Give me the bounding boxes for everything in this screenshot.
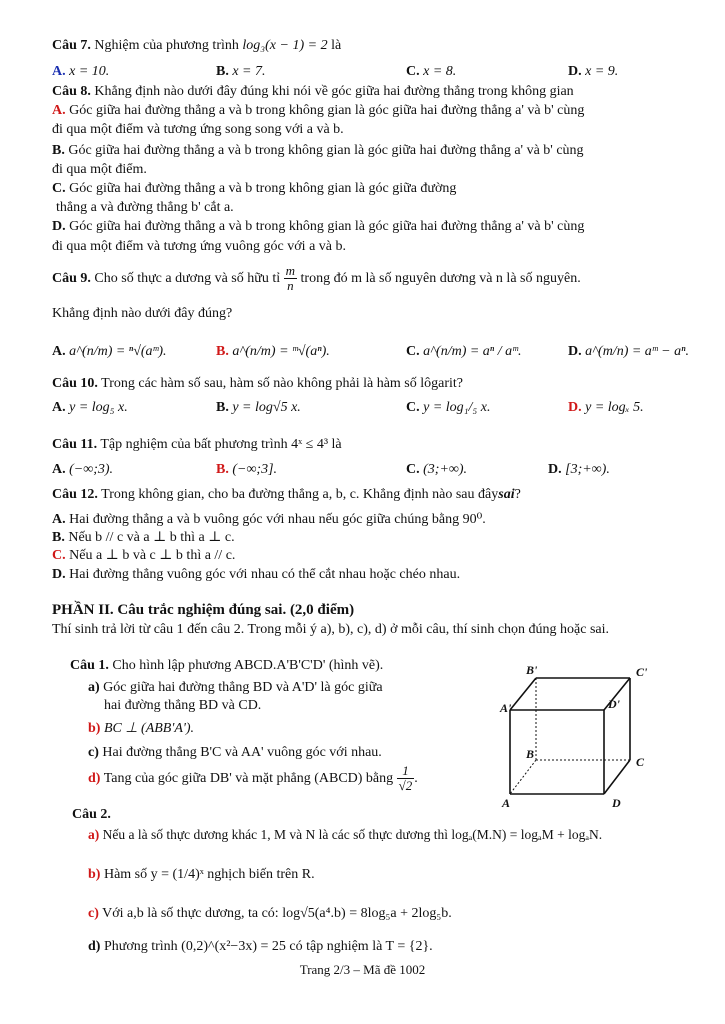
q11-option-c-letter: C. xyxy=(406,462,420,477)
cube-edge-d-c xyxy=(604,760,630,794)
c2-b-text: Hàm số y = (1/4)ˣ nghịch biến trên R. xyxy=(103,867,315,882)
q10-stem xyxy=(52,375,463,392)
q7-option-b-value: x = 7. xyxy=(232,64,266,79)
q9-line2: Khẳng định nào dưới đây đúng? xyxy=(52,306,233,321)
q8-label: Câu 8. xyxy=(52,84,91,99)
q7-option-c-value: x = 8. xyxy=(423,64,457,79)
q8-option-c-text1: Góc giữa hai đường thẳng a và b trong không gian là góc giữa đường xyxy=(69,181,457,196)
c2-d-text: Phương trình (0,2)^(x²−3x) = 25 có tập nghiệm là T = {2}. xyxy=(103,939,433,954)
c1-b xyxy=(88,720,194,737)
c1-c xyxy=(88,744,382,761)
q8-option-a-text1: Góc giữa hai đường thẳng a và b trong không gian là góc giữa hai đường thẳng a' và b' cùng xyxy=(69,103,585,118)
q9-option-a-letter: A. xyxy=(52,344,66,359)
q12-option-c xyxy=(52,547,235,564)
q7-option-c-letter: C. xyxy=(406,64,420,79)
q9-label: Câu 9. xyxy=(52,271,91,286)
c2-b xyxy=(88,866,315,883)
c1-d-letter: d) xyxy=(88,771,101,786)
q12-option-b-text: Nếu b // c và a ⊥ b thì a ⊥ c. xyxy=(68,530,235,545)
q8-option-a-letter: A. xyxy=(52,103,66,118)
cube-label-d-prime: D' xyxy=(608,697,620,711)
q9-stem xyxy=(52,262,581,296)
q8-text: Khẳng định nào dưới đây đúng khi nói về góc giữa hai đường thẳng trong không gian xyxy=(94,84,574,99)
q9-option-c-value: a^(n/m) = aⁿ / aᵐ. xyxy=(423,344,522,359)
q8-option-b-text1: Góc giữa hai đường thẳng a và b trong không gian là góc giữa hai đường thẳng a' và b' cùng xyxy=(68,143,584,158)
q9-fraction xyxy=(284,264,297,293)
q12-option-b xyxy=(52,529,235,546)
q12-option-b-letter: B. xyxy=(52,530,65,545)
q9-option-c xyxy=(406,344,521,360)
q9-option-d-letter: D. xyxy=(568,344,582,359)
q12-option-a-letter: A. xyxy=(52,512,66,527)
c1-label: Câu 1. xyxy=(70,658,109,673)
q10-option-b-letter: B. xyxy=(216,400,229,415)
part2-title: PHẦN II. Câu trắc nghiệm đúng sai. (2,0 điểm) xyxy=(52,602,355,618)
q9-option-d-value: a^(m/n) = aᵐ − aⁿ. xyxy=(585,344,689,359)
q11-option-a xyxy=(52,462,113,478)
q7-option-d xyxy=(568,64,618,80)
q12-stem xyxy=(52,486,521,503)
q11-option-d-value: [3;+∞). xyxy=(565,462,610,477)
q7-option-b xyxy=(216,64,266,80)
q7-stem xyxy=(52,37,341,54)
cube-label-a: A xyxy=(502,796,511,810)
c1-d-text: Tang của góc giữa DB' và mặt phẳng (ABCD) bằng xyxy=(103,771,394,786)
q10-option-d xyxy=(568,400,644,416)
q12-text-pre: Trong không gian, cho ba đường thẳng a, b, c. Khẳng định nào sau đây xyxy=(101,487,499,502)
q7-option-d-letter: D. xyxy=(568,64,582,79)
q10-option-b xyxy=(216,400,301,416)
q8-option-d-letter: D. xyxy=(52,219,66,234)
c1-d-fraction-num: 1 xyxy=(397,764,415,779)
q8-option-c-line2: thẳng a và đường thẳng b' cắt a. xyxy=(56,200,234,215)
q11-option-a-letter: A. xyxy=(52,462,66,477)
q11-text: Tập nghiệm của bất phương trình 4ˣ ≤ 4³ là xyxy=(100,437,342,452)
c1-stem xyxy=(70,657,383,674)
q7-label: Câu 7. xyxy=(52,38,91,53)
q9-option-a-value: a^(n/m) = ⁿ√(aᵐ). xyxy=(69,344,167,359)
c2-c-text: Với a,b là số thực dương, ta có: log√5(a⁴.b) = 8log₅a + 2log₅b. xyxy=(102,906,452,921)
q9-option-a xyxy=(52,344,167,360)
cube-figure xyxy=(498,662,664,810)
q7-text-pre: Nghiệm của phương trình xyxy=(94,38,239,53)
q12-option-d xyxy=(52,566,460,583)
q11-label: Câu 11. xyxy=(52,437,98,452)
q11-option-a-value: (−∞;3). xyxy=(69,462,114,477)
q11-option-c xyxy=(406,462,467,478)
q11-option-b-letter: B. xyxy=(216,462,229,477)
q9-fraction-den: n xyxy=(287,278,294,294)
q7-option-a-letter: A. xyxy=(52,64,66,79)
c1-a-text1: Góc giữa hai đường thẳng BD và A'D' là góc giữa xyxy=(103,680,383,695)
q12-text-em: sai xyxy=(498,487,515,502)
q7-option-b-letter: B. xyxy=(216,64,229,79)
q7-option-a xyxy=(52,64,109,80)
q9-text-pre: Cho số thực a dương và số hữu tỉ xyxy=(94,271,281,286)
c1-c-text: Hai đường thẳng B'C và AA' vuông góc với nhau. xyxy=(102,745,382,760)
q11-option-d xyxy=(548,462,610,478)
q11-option-b xyxy=(216,462,277,478)
q8-option-a-line1 xyxy=(52,102,584,119)
q8-option-c-letter: C. xyxy=(52,181,66,196)
cube-label-a-prime: A' xyxy=(500,701,512,715)
q8-option-c-line1 xyxy=(52,180,456,197)
c2-d xyxy=(88,938,433,955)
q9-text-post: trong đó m là số nguyên dương và n là số nguyên. xyxy=(300,271,581,286)
q12-option-d-letter: D. xyxy=(52,567,66,582)
c1-b-letter: b) xyxy=(88,721,101,736)
c1-d-end: . xyxy=(414,771,418,786)
q9-option-d xyxy=(568,344,689,360)
c2-a xyxy=(88,826,602,843)
c1-d xyxy=(88,762,418,796)
cube-label-c-prime: C' xyxy=(636,665,648,679)
q7-option-a-value: x = 10. xyxy=(69,64,110,79)
q10-option-c xyxy=(406,400,491,416)
cube-edge-bb-aa xyxy=(510,678,536,710)
q11-option-d-letter: D. xyxy=(548,462,562,477)
q7-option-d-value: x = 9. xyxy=(585,64,619,79)
q11-stem xyxy=(52,436,342,453)
q10-option-a-letter: A. xyxy=(52,400,66,415)
q10-label: Câu 10. xyxy=(52,376,98,391)
q10-option-c-letter: C. xyxy=(406,400,420,415)
q9-option-b-value: a^(n/m) = ᵐ√(aⁿ). xyxy=(232,344,330,359)
q12-option-a-text: Hai đường thẳng a và b vuông góc với nhau nếu góc giữa chúng bằng 90⁰. xyxy=(69,512,486,527)
q10-option-a xyxy=(52,400,128,416)
c1-d-fraction xyxy=(397,764,415,793)
q12-option-c-text: Nếu a ⊥ b và c ⊥ b thì a // c. xyxy=(69,548,236,563)
cube-label-b-prime: B' xyxy=(526,663,538,677)
cube-label-c: C xyxy=(636,755,645,769)
q12-label: Câu 12. xyxy=(52,487,98,502)
c1-a-letter: a) xyxy=(88,680,100,695)
q8-option-d-line1 xyxy=(52,218,584,235)
q10-option-a-value: y = log₅ x. xyxy=(69,400,128,415)
q12-option-a xyxy=(52,511,486,528)
q9-fraction-num: m xyxy=(285,263,296,279)
q10-option-c-value: y = log₁/₅ x. xyxy=(423,400,491,415)
q10-text: Trong các hàm số sau, hàm số nào không phải là hàm số lôgarit? xyxy=(101,376,464,391)
q8-option-d-line2: đi qua một điểm và tương ứng vuông góc với a và b. xyxy=(52,239,346,254)
q8-option-b-line2: đi qua một điểm. xyxy=(52,162,147,177)
c1-stem-text: Cho hình lập phương ABCD.A'B'C'D' (hình vẽ). xyxy=(112,658,384,673)
q8-option-b-line1 xyxy=(52,142,584,159)
q10-option-d-letter: D. xyxy=(568,400,582,415)
q11-option-b-value: (−∞;3]. xyxy=(232,462,278,477)
c2-d-letter: d) xyxy=(88,939,101,954)
q12-option-c-letter: C. xyxy=(52,548,66,563)
c2-c-letter: c) xyxy=(88,906,99,921)
q12-text-post: ? xyxy=(514,487,521,502)
cube-label-b: B xyxy=(526,747,535,761)
c2-b-letter: b) xyxy=(88,867,101,882)
q8-stem xyxy=(52,83,574,100)
c1-d-fraction-den: √2 xyxy=(398,778,413,794)
q8-option-d-text1: Góc giữa hai đường thẳng a và b trong không gian là góc giữa hai đường thẳng a' và b' cùng xyxy=(69,219,585,234)
part2-instruction: Thí sinh trả lời từ câu 1 đến câu 2. Trong mỗi ý a), b), c), d) ở mỗi câu, thí sinh chọn đúng hoặc sai. xyxy=(52,622,610,637)
c2-label: Câu 2. xyxy=(72,807,111,822)
c2-c xyxy=(88,905,452,922)
page-footer: Trang 2/3 – Mã đề 1002 xyxy=(299,962,426,977)
q8-option-b-letter: B. xyxy=(52,143,65,158)
cube-label-d: D xyxy=(612,796,621,810)
q12-option-d-text: Hai đường thẳng vuông góc với nhau có thể cắt nhau hoặc chéo nhau. xyxy=(69,567,461,582)
c1-a-line2: hai đường thẳng BD và CD. xyxy=(104,698,262,713)
q11-option-c-value: (3;+∞). xyxy=(423,462,468,477)
q8-option-a-line2: đi qua một điểm và tương ứng song song với a và b. xyxy=(52,122,344,137)
q9-option-c-letter: C. xyxy=(406,344,420,359)
q9-option-b xyxy=(216,344,330,360)
c1-b-text: BC ⊥ (ABB'A'). xyxy=(103,721,195,736)
q7-equation: log₃(x − 1) = 2 xyxy=(242,38,328,53)
q10-option-d-value: y = logₓ 5. xyxy=(585,400,644,415)
c1-c-letter: c) xyxy=(88,745,99,760)
q7-option-c xyxy=(406,64,456,80)
cube-edge-b-a xyxy=(510,760,536,794)
c2-a-letter: a) xyxy=(88,827,100,842)
c1-a-line1 xyxy=(88,679,383,696)
c2-a-text: Nếu a là số thực dương khác 1, M và N là các số thực dương thì logₐ(M.N) = logₐM + logₐN. xyxy=(102,827,603,842)
q10-option-b-value: y = log√5 x. xyxy=(232,400,301,415)
q9-option-b-letter: B. xyxy=(216,344,229,359)
q7-text-post: là xyxy=(331,38,342,53)
